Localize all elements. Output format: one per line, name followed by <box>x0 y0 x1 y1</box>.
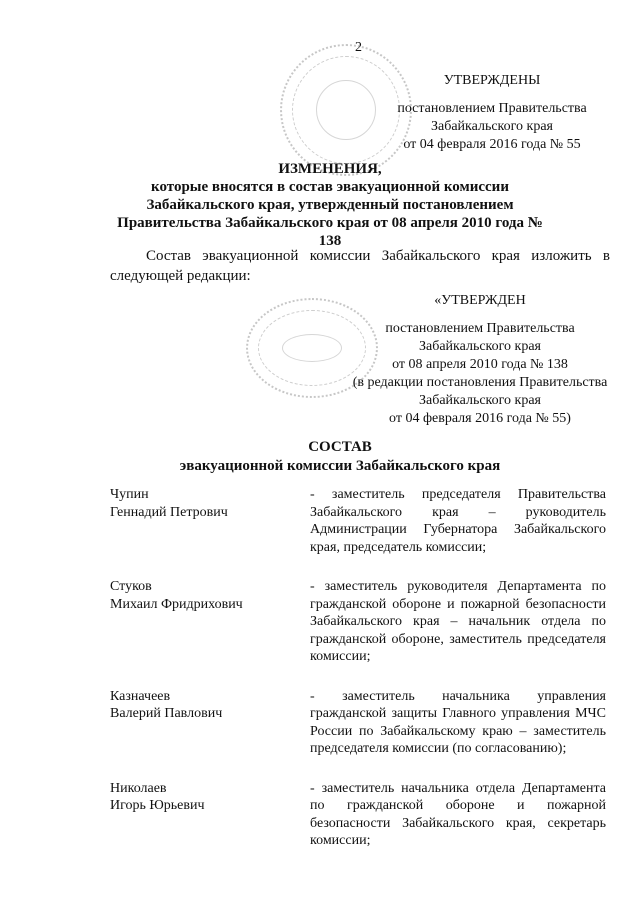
section-heading: СОСТАВ <box>308 439 372 455</box>
section-subheading: эвакуационной комиссии Забайкальского края <box>179 458 501 474</box>
approval-line: постановлением Правительства <box>385 321 575 336</box>
member-given-name: Михаил Фридрихович <box>110 596 243 612</box>
member-surname: Казначеев <box>110 688 171 704</box>
approval-line: постановлением Правительства <box>397 101 587 116</box>
approval-block-2 <box>350 292 610 428</box>
member-row <box>110 578 610 666</box>
document-heading <box>110 160 550 250</box>
approval-block <box>372 72 612 154</box>
member-name <box>110 486 310 556</box>
member-row <box>110 486 610 556</box>
approval-line: Забайкальского края <box>418 393 541 408</box>
member-name <box>110 578 310 666</box>
member-given-name: Валерий Павлович <box>110 706 223 721</box>
member-surname: Чупин <box>110 487 149 502</box>
members-list <box>110 486 610 872</box>
body-paragraph: Состав эвакуационной комиссии Забайкальского края изложить в следующей редакции: <box>110 248 610 284</box>
member-given-name: Игорь Юрьевич <box>110 798 205 813</box>
heading-title: ИЗМЕНЕНИЯ, <box>278 161 382 177</box>
approval-line: Забайкальского края <box>430 119 553 134</box>
approval-line: (в редакции постановления Правительства <box>352 375 608 390</box>
member-row <box>110 780 610 850</box>
member-surname: Николаев <box>110 780 167 796</box>
approval-head: УТВЕРЖДЕНЫ <box>443 73 541 88</box>
member-role: - заместитель начальника управления гражданской защиты Главного управления МЧС России по Забайкальскому краю – заместитель председателя комиссии (по согласованию); <box>310 688 606 756</box>
member-role: - заместитель председателя Правительства Забайкальского края – руководитель Администрации Губернатора Забайкальского края, председатель комиссии; <box>310 487 606 555</box>
member-name <box>110 688 310 758</box>
member-surname: Стуков <box>110 579 152 594</box>
approval-head-2: «УТВЕРЖДЕН <box>434 293 526 308</box>
member-role: - заместитель руководителя Департамента по гражданской обороне и пожарной безопасности Забайкальского края – начальник отдела по гражданской обороне, заместитель председателя комиссии; <box>310 579 606 664</box>
member-role: - заместитель начальника отдела Департамента по гражданской обороне и пожарной безопасности Забайкальского края, секретарь комиссии; <box>310 780 606 848</box>
member-row <box>110 688 610 758</box>
member-given-name: Геннадий Петрович <box>110 504 228 520</box>
member-name <box>110 780 310 850</box>
approval-line: Забайкальского края <box>418 339 541 354</box>
heading-subtitle: которые вносятся в состав эвакуационной комиссии Забайкальского края, утвержденный постановлением Правительства Забайкальского края от 08 апреля 2010 года № 138 <box>117 179 543 249</box>
approval-line: от 04 февраля 2016 года № 55 <box>403 137 581 152</box>
page-number: 2 <box>355 40 362 55</box>
approval-line: от 08 апреля 2010 года № 138 <box>392 357 568 372</box>
section-title <box>160 438 520 476</box>
approval-line: от 04 февраля 2016 года № 55) <box>389 411 571 426</box>
